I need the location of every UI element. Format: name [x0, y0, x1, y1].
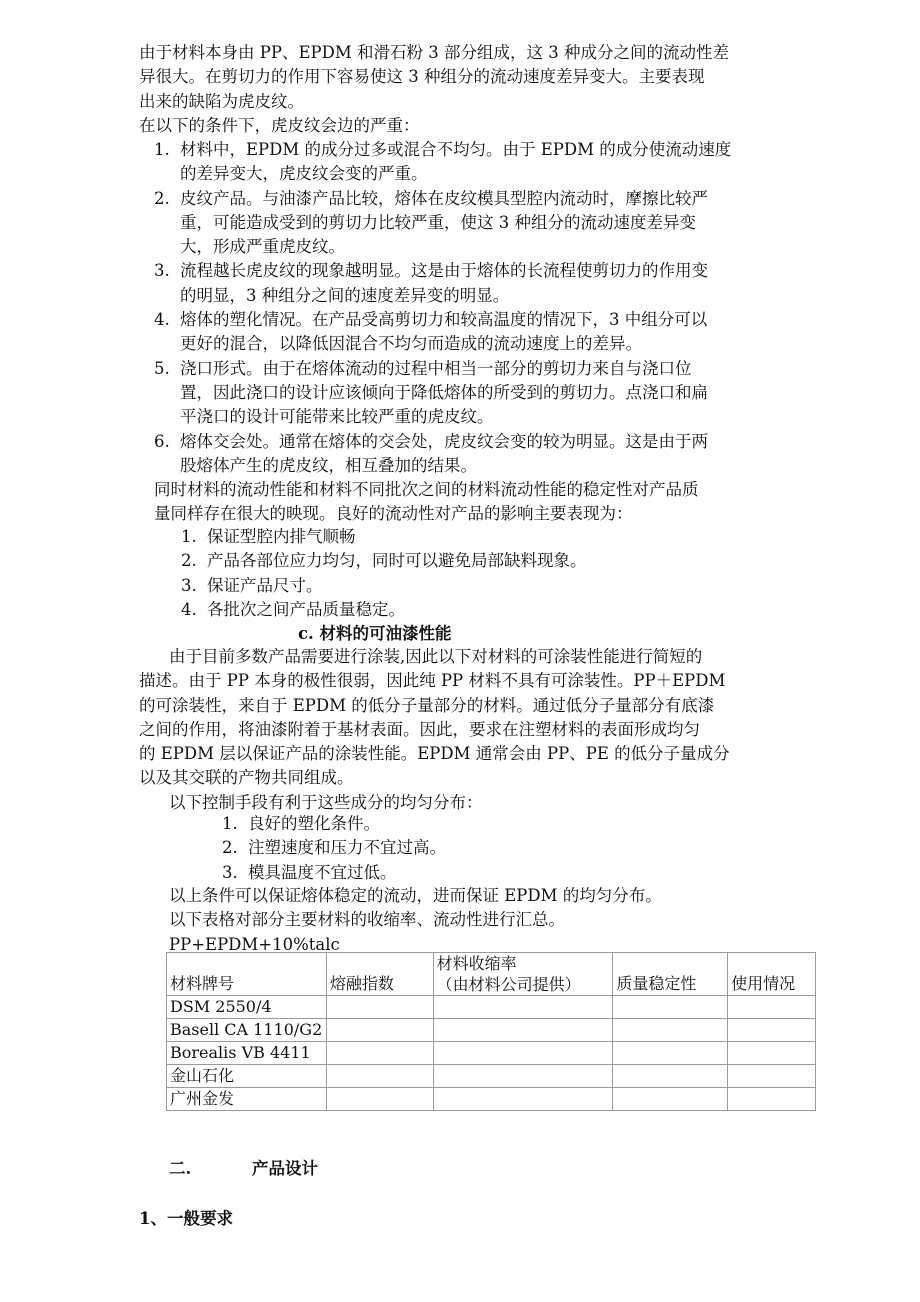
table-row: [167, 1088, 816, 1111]
text-line: 模具温度不宜过低。: [248, 862, 397, 882]
table-cell: [326, 1065, 433, 1088]
table-cell: [728, 1065, 816, 1088]
text-line: 熔体的塑化情况。在产品受高剪切力和较高温度的情况下，3 中组分可以: [180, 310, 708, 330]
list-number: 4.: [154, 310, 170, 330]
table-cell: [433, 1042, 613, 1065]
table-row: [167, 1065, 816, 1088]
text-line: 注塑速度和压力不宜过高。: [248, 838, 446, 858]
text-line: 浇口形式。由于在熔体流动的过程中相当一部分的剪切力来自与浇口位: [180, 358, 692, 378]
header-grade: 材料牌号: [167, 953, 327, 996]
text-line: 熔体交会处。通常在熔体的交会处，虎皮纹会变的较为明显。这是由于两: [180, 431, 708, 451]
list-item: [222, 861, 446, 885]
text-line: 重，可能造成受到的剪切力比较严重，使这 3 种组分的流动速度差异变: [180, 212, 696, 232]
header-shrinkage-line1: 材料收缩率: [436, 954, 517, 973]
text-line: 大，形成严重虎皮纹。: [180, 237, 345, 257]
text-line: 由于目前多数产品需要进行涂装,因此以下对材料的可涂装性能进行简短的: [169, 647, 703, 666]
table-cell: [326, 1019, 433, 1042]
list-item: [154, 308, 731, 357]
text-line: 出来的缺陷为虎皮纹。: [139, 91, 304, 111]
list-item: [181, 598, 587, 622]
table-cell: [433, 1065, 613, 1088]
header-shrinkage-line2: （由材料公司提供）: [436, 975, 581, 994]
text-line: 的可涂装性，来自于 EPDM 的低分子量部分的材料。通过低分子量部分有底漆: [139, 695, 715, 715]
list-number: 2.: [181, 551, 197, 571]
table-cell: [433, 1088, 613, 1111]
text-line: 产品各部位应力均匀，同时可以避免局部缺料现象。: [207, 551, 587, 571]
list-item: [154, 187, 731, 260]
list-number: 1.: [154, 140, 170, 159]
material-grade-cell: 金山石化: [167, 1065, 327, 1088]
text-line: 流程越长虎皮纹的现象越明显。这是由于熔体的长流程使剪切力的作用变: [180, 261, 708, 281]
list-number: 5.: [154, 358, 170, 378]
benefits-list: [181, 525, 587, 622]
paint-paragraph: [139, 645, 730, 815]
text-line: 以上条件可以保证熔体稳定的流动，进而保证 EPDM 的均匀分布。: [169, 886, 662, 905]
text-line: 由于材料本身由 PP、EPDM 和滑石粉 3 部分组成，这 3 种成分之间的流动性差: [139, 43, 729, 62]
text-line: 异很大。在剪切力的作用下容易使这 3 种组分的流动速度差异变大。主要表现: [139, 67, 705, 87]
closing-paragraph: [169, 884, 662, 957]
material-grade-cell: 广州金发: [167, 1088, 327, 1111]
header-usage: 使用情况: [728, 953, 816, 996]
table-cell: [728, 996, 816, 1019]
list-number: 2.: [154, 188, 170, 208]
section-heading: c. 材料的可油漆性能: [298, 624, 452, 643]
text-line: 皮纹产品。与油漆产品比较，熔体在皮纹模具型腔内流动时，摩擦比较严: [180, 188, 708, 208]
text-line: 置，因此浇口的设计应该倾向于降低熔体的所受到的剪切力。点浇口和扁: [180, 382, 708, 402]
table-cell: [728, 1042, 816, 1065]
text-line: 平浇口的设计可能带来比较严重的虎皮纹。: [180, 407, 494, 427]
text-line: 更好的混合，以降低因混合不均匀而造成的流动速度上的差异。: [180, 334, 642, 354]
intro-paragraph: [139, 41, 729, 138]
table-cell: [613, 1042, 728, 1065]
list-number: 6.: [154, 431, 170, 451]
table-caption: PP+EPDM+10%talc: [169, 934, 340, 954]
table-cell: [326, 1042, 433, 1065]
list-item: [154, 259, 731, 308]
conditions-list: [154, 138, 731, 478]
flow-paragraph: [154, 478, 699, 527]
header-stability: 质量稳定性: [613, 953, 728, 996]
text-line: 同时材料的流动性能和材料不同批次之间的材料流动性能的稳定性对产品质: [154, 480, 699, 499]
text-line: 保证型腔内排气顺畅: [207, 527, 356, 546]
list-item: [222, 836, 446, 860]
list-number: 3.: [154, 261, 170, 281]
list-number: 1.: [222, 814, 238, 833]
list-item: [181, 574, 587, 598]
text-line: 各批次之间产品质量稳定。: [207, 599, 405, 619]
controls-list: [222, 812, 446, 885]
text-line: 良好的塑化条件。: [248, 814, 380, 833]
list-number: 2.: [222, 838, 238, 858]
text-line: 的 EPDM 层以保证产品的涂装性能。EPDM 通常会由 PP、PE 的低分子量成分: [139, 744, 730, 764]
list-item: [222, 812, 446, 836]
list-item: [154, 430, 731, 479]
section-title: 产品设计: [252, 1159, 318, 1178]
table-cell: [613, 1088, 728, 1111]
text-line: 以下表格对部分主要材料的收缩率、流动性进行汇总。: [169, 910, 565, 930]
material-grade-cell: Borealis VB 4411: [167, 1042, 327, 1065]
material-grade-cell: DSM 2550/4: [167, 996, 327, 1019]
table-cell: [433, 996, 613, 1019]
header-mfi: 熔融指数: [326, 953, 433, 996]
table-cell: [613, 1019, 728, 1042]
list-number: 4.: [181, 599, 197, 619]
table-header-row: [167, 953, 816, 996]
list-item: [154, 138, 731, 187]
table-row: [167, 1019, 816, 1042]
table-cell: [326, 996, 433, 1019]
text-line: 描述。由于 PP 本身的极性很弱，因此纯 PP 材料不具有可涂装性。PP＋EPDM: [139, 671, 726, 691]
section-number: 二.: [169, 1159, 192, 1178]
header-shrinkage: [433, 953, 613, 996]
text-line: 在以下的条件下，虎皮纹会边的严重：: [139, 115, 420, 135]
table-cell: [613, 996, 728, 1019]
text-line: 的差异变大，虎皮纹会变的严重。: [180, 164, 428, 184]
subsection-title: 1、一般要求: [139, 1209, 233, 1228]
text-line: 以及其交联的产物共同组成。: [139, 768, 354, 788]
list-item: [181, 549, 587, 573]
text-line: 量同样存在很大的映现。良好的流动性对产品的影响主要表现为：: [154, 504, 633, 524]
text-line: 以下控制手段有利于这些成分的均匀分布：: [169, 792, 483, 812]
table-row: [167, 1042, 816, 1065]
table-cell: [728, 1088, 816, 1111]
text-line: 的明显，3 种组分之间的速度差异变的明显。: [180, 285, 510, 305]
material-grade-cell: Basell CA 1110/G2: [167, 1019, 327, 1042]
list-number: 1.: [181, 527, 197, 546]
list-item: [154, 357, 731, 430]
text-line: 保证产品尺寸。: [207, 575, 323, 595]
list-number: 3.: [222, 862, 238, 882]
table-cell: [613, 1065, 728, 1088]
list-number: 3.: [181, 575, 197, 595]
table-row: [167, 996, 816, 1019]
table-cell: [433, 1019, 613, 1042]
text-line: 之间的作用，将油漆附着于基材表面。因此，要求在注塑材料的表面形成均匀: [139, 719, 700, 739]
text-line: 材料中，EPDM 的成分过多或混合不均匀。由于 EPDM 的成分使流动速度: [180, 140, 732, 159]
text-line: 股熔体产生的虎皮纹，相互叠加的结果。: [180, 455, 477, 475]
list-item: [181, 525, 587, 549]
materials-table: [166, 952, 816, 1111]
table-cell: [728, 1019, 816, 1042]
table-cell: [326, 1088, 433, 1111]
